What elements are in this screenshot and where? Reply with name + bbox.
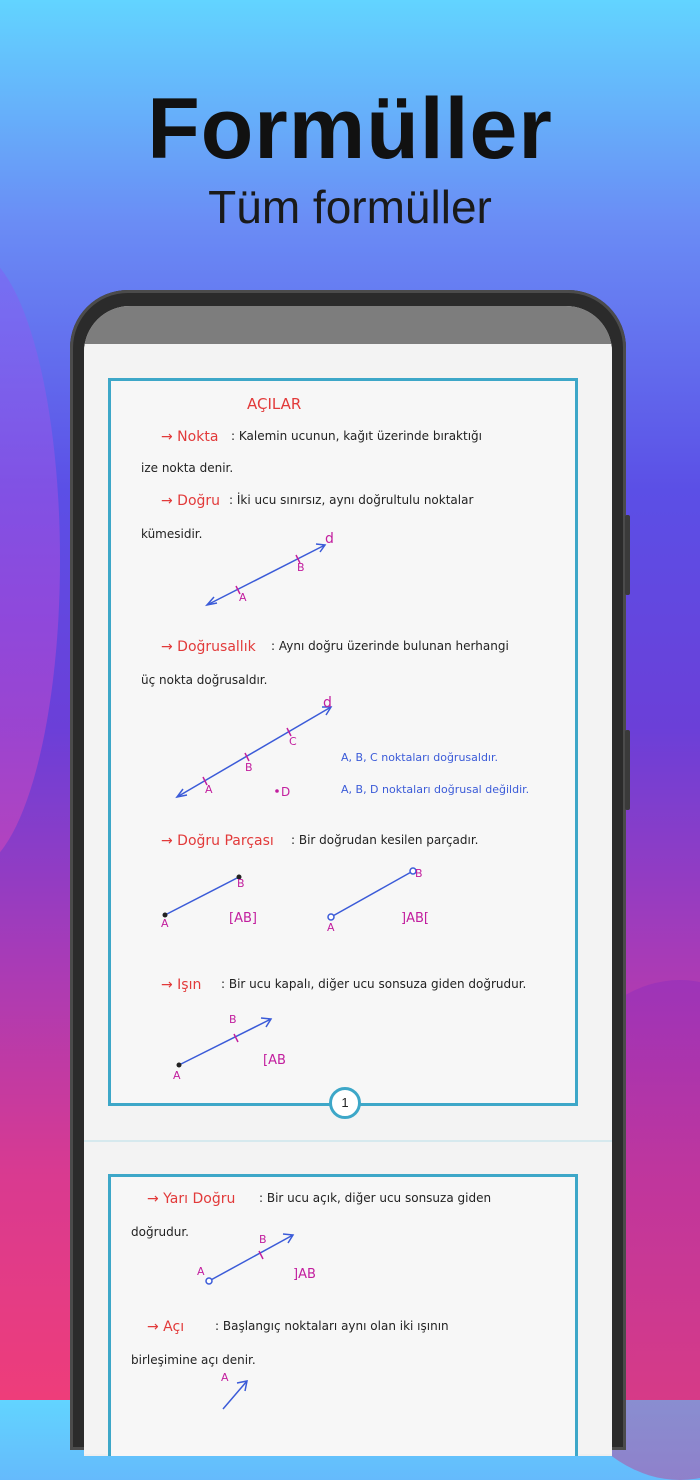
text-aci-1: : Başlangıç noktaları aynı olan iki ışının [215,1319,449,1333]
text-isin: : Bir ucu kapalı, diğer ucu sonsuza giden doğrudur. [221,977,527,991]
term-dogru: → Doğru [161,493,221,509]
text-dogrusallik-2: üç nokta doğrusaldır. [141,673,268,687]
document-page-1 [108,378,578,1110]
figure-line-d [207,544,325,605]
label-point-b-5: B [229,1013,237,1026]
phone-screen [84,306,612,1456]
label-point-a-3: A [161,917,169,930]
page-title: AÇILAR [247,395,302,413]
promo-subtitle: Tüm formüller [208,181,492,233]
text-aci-2: birleşimine açı denir. [131,1353,256,1367]
status-bar [84,306,612,344]
label-point-b-1: B [297,561,305,574]
label-point-b-4: B [415,867,423,880]
term-nokta: → Nokta [161,429,219,445]
document-page-2 [108,1174,578,1456]
label-point-a-6: A [197,1265,205,1278]
label-point-b-3: B [237,877,245,890]
label-point-a-2: A [205,783,213,796]
label-line-d-2: d [323,695,332,711]
text-dogru-1: : İki ucu sınırsız, aynı doğrultulu noktalar [229,493,474,507]
figure-angle [223,1381,247,1409]
term-dogru-parcasi: → Doğru Parçası [161,833,274,849]
label-point-c: C [289,735,297,748]
label-point-b-6: B [259,1233,267,1246]
figure-collinear [177,707,331,797]
background-blob-left [0,250,60,870]
geometry-figures-page-1 [111,381,575,1103]
page-number-badge: 1 [329,1087,361,1119]
term-dogrusallik: → Doğrusallık [161,639,256,655]
label-point-a-1: A [239,591,247,604]
promo-title: Formüller [147,81,553,177]
text-dogrusallik-1: : Aynı doğru üzerinde bulunan herhangi [271,639,509,653]
geometry-figures-page-2 [111,1177,575,1456]
label-point-a-4: A [327,921,335,934]
note-not-collinear: A, B, D noktaları doğrusal değildir. [341,783,530,796]
figure-segments [163,868,417,920]
label-point-b-2: B [245,761,253,774]
text-dogru-parcasi: : Bir doğrudan kesilen parçadır. [291,833,479,847]
figure-half-line [206,1234,293,1284]
text-yari-dogru-1: : Bir ucu açık, diğer ucu sonsuza giden [259,1191,492,1205]
label-open-segment: ]AB[ [401,911,429,926]
note-collinear: A, B, C noktaları doğrusaldır. [341,751,498,764]
label-point-a-7: A [221,1371,229,1384]
text-nokta-1: : Kalemin ucunun, kağıt üzerinde bıraktığı [231,429,482,443]
text-dogru-2: kümesidir. [141,527,203,541]
label-ray: [AB [263,1053,286,1068]
text-yari-dogru-2: doğrudur. [131,1225,189,1239]
label-point-a-5: A [173,1069,181,1082]
document-viewer[interactable] [84,344,612,1454]
term-isin: → Işın [161,977,202,993]
label-closed-segment: [AB] [229,911,257,926]
figure-ray [177,1018,272,1068]
phone-frame [70,290,626,1450]
term-yari-dogru: → Yarı Doğru [147,1191,236,1207]
phone-power-button [625,730,630,810]
phone-volume-button [625,515,630,595]
label-half-line: ]AB [293,1267,316,1282]
text-nokta-2: ize nokta denir. [141,461,234,475]
page-separator [84,1140,612,1142]
label-point-d: D [281,785,291,799]
term-aci: → Açı [147,1319,185,1335]
label-line-d-1: d [325,531,334,547]
